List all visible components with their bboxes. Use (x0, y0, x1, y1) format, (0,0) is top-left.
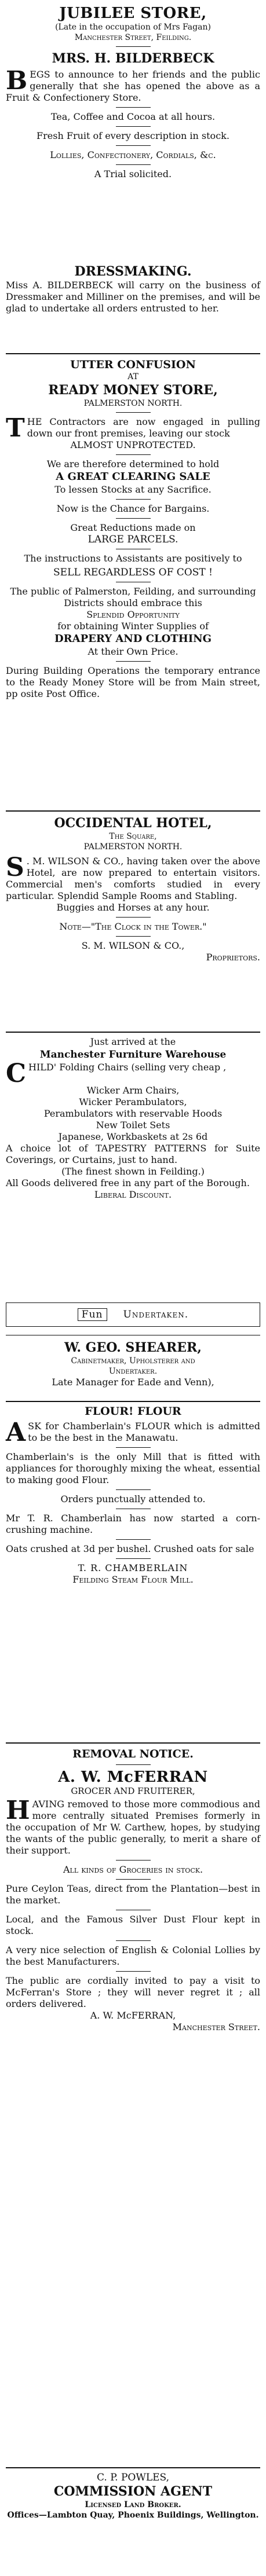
drop-cap: B (6, 66, 28, 96)
utter-body4: Great Reductions made on (70, 522, 196, 533)
occidental-title: OCCIDENTAL HOTEL, (54, 816, 212, 831)
shearer-sub1: Cabinetmaker, Upholsterer and (71, 1356, 195, 1366)
utter-sale: A GREAT CLEARING SALE (56, 471, 210, 483)
utter-title: UTTER CONFUSION (70, 358, 196, 371)
flour-body5: Oats crushed at 3d per bushel. Crushed oats for sale (6, 1543, 254, 1554)
flour-title: FLOUR! FLOUR (85, 1405, 181, 1418)
powles-ad (6, 2472, 260, 2520)
jubilee-line2: Fresh Fruit of every description in stock. (37, 130, 229, 141)
furniture-title: Manchester Furniture Warehouse (39, 1049, 227, 1061)
occidental-note: Note—"The Clock in the Tower." (59, 921, 207, 932)
dressmaking-title: DRESSMAKING. (74, 264, 192, 279)
occidental-sign2: Proprietors. (206, 952, 260, 963)
powles-name: C. P. POWLES, (96, 2472, 169, 2483)
occidental-sign: S. M. WILSON & CO., (81, 940, 185, 951)
divider (116, 46, 151, 47)
jubilee-store-ad (6, 5, 260, 180)
divider (116, 145, 151, 146)
jubilee-body: BEGS to announce to her friends and the public generally that she has opened the above as a Fruit & Confectionery Store. (6, 66, 260, 103)
utter-body2: We are therefore determined to hold (46, 458, 220, 469)
furniture-l9: Liberal Discount. (94, 1189, 172, 1200)
removal-name: A. W. McFERRAN (58, 1768, 208, 1786)
utter-body6: The public of Palmerston, Feilding, and surrounding Districts should embrace this (10, 586, 256, 608)
column-rule (6, 810, 260, 812)
occidental-sub: The Square, (109, 832, 157, 841)
jubilee-line1: Tea, Coffee and Cocoa at all hours. (50, 111, 216, 122)
jubilee-owner: MRS. H. BILDERBECK (52, 51, 214, 66)
flour-body3: Orders punctually attended to. (60, 1494, 206, 1504)
occidental-town: PALMERSTON NORTH. (83, 842, 183, 852)
jubilee-line3: Lollies, Confectionery, Cordials, &c. (50, 149, 216, 160)
utter-chance: Now is the Chance for Bargains. (56, 503, 210, 514)
utter-splendid: Splendid Opportunity (86, 609, 180, 620)
divider (116, 518, 151, 519)
utter-drapery: DRAPERY AND CLOTHING (54, 633, 212, 645)
occidental-hotel-ad (6, 815, 260, 963)
drop-cap: T (6, 413, 25, 443)
funeral-b: Undertaken. (123, 1309, 189, 1320)
shearer-ad (6, 1340, 260, 1388)
powles-sub1: Licensed Land Broker. (85, 2500, 181, 2509)
divider (116, 107, 151, 108)
furniture-warehouse-ad (6, 1036, 260, 1201)
utter-regardless: SELL REGARDLESS OF COST ! (53, 567, 213, 578)
utter-store: READY MONEY STORE, (48, 383, 218, 398)
mcferran-ad (6, 1747, 260, 2033)
occidental-body: S . M. WILSON & CO., having taken over the above Hotel, are now prepared to entertain visitors. Commercial men's comforts studied in every particular. Splendid Sample Rooms and Stabling. (6, 853, 260, 901)
furniture-l4: New Toilet Sets (96, 1120, 170, 1131)
divider (116, 1558, 151, 1559)
column-rule (6, 353, 260, 354)
removal-body2: All kinds of Groceries in stock. (63, 1864, 203, 1875)
funeral-box (6, 1302, 260, 1327)
utter-body1: THE Contractors are now engaged in pulling down our front premises, leaving our stock (6, 413, 260, 443)
flour-sign2: Feilding Steam Flour Mill. (72, 1574, 194, 1585)
flour-body1: ASK for Chamberlain's FLOUR which is admitted to be the best in the Manawatu. (6, 1418, 260, 1447)
occidental-buggies: Buggies and Horses at any hour. (56, 902, 210, 913)
powles-sub2: Offices—Lambton Quay, Phoenix Buildings, Wellington. (7, 2511, 259, 2520)
column-rule (6, 1742, 260, 1744)
furniture-l2: Wicker Perambulators, (79, 1096, 187, 1107)
drop-cap: A (6, 1418, 26, 1447)
divider (116, 1940, 151, 1941)
utter-body7: for obtaining Winter Supplies of (57, 621, 209, 632)
flour-sign: T. R. CHAMBERLAIN (78, 1562, 188, 1573)
jubilee-title: JUBILEE STORE, (59, 5, 207, 22)
ready-money-store-ad (6, 358, 260, 700)
flour-body4: Mr T. R. Chamberlain has now started a corn-crushing machine. (6, 1513, 260, 1535)
utter-body5: The instructions to Assistants are positively to (24, 553, 242, 564)
divider (116, 1447, 151, 1448)
divider (116, 1489, 151, 1490)
utter-unprotected: ALMOST UNPROTECTED. (70, 439, 196, 450)
furniture-l3: Perambulators with reservable Hoods (43, 1108, 223, 1119)
shearer-title: W. GEO. SHEARER, (64, 1340, 202, 1355)
removal-body6: The public are cordially invited to pay a visit to McFerran's Store ; they will never regret it ; all orders delivered. (6, 1975, 260, 2009)
drop-cap: C (6, 1059, 27, 1088)
dressmaking-ad (6, 263, 260, 314)
furniture-l6: A choice lot of TAPESTRY PATTERNS for Suite Coverings, or Curtains, just to hand. (6, 1143, 260, 1165)
jubilee-line4: A Trial solicited. (94, 168, 172, 179)
furniture-pre: Just arrived at the (90, 1036, 176, 1047)
removal-trade: GROCER AND FRUITERER, (71, 1786, 195, 1796)
divider (116, 1764, 151, 1765)
divider (116, 499, 151, 500)
furniture-l5: Japanese, Workbaskets at 2s 6d (58, 1131, 208, 1142)
jubilee-sub2: Manchester Street, Feilding. (74, 33, 192, 42)
divider (116, 936, 151, 937)
shearer-sub2: Undertaker. (108, 1367, 158, 1376)
column-rule (6, 2467, 260, 2468)
divider (116, 661, 151, 662)
divider (116, 1860, 151, 1861)
removal-title: REMOVAL NOTICE. (72, 1748, 194, 1760)
divider (116, 412, 151, 413)
jubilee-sub1: (Late in the occupation of Mrs Fagan) (55, 23, 211, 32)
utter-body8: During Building Operations the temporary entrance to the Ready Money Store will be from Main street, pp osite Post Office. (6, 665, 260, 699)
divider (116, 164, 151, 165)
furniture-l7: (The finest shown in Feilding.) (61, 1166, 205, 1177)
removal-sign: A. W. McFERRAN, (90, 2010, 176, 2021)
furniture-l1: Wicker Arm Chairs, (86, 1085, 180, 1096)
divider (116, 126, 151, 127)
removal-body1: HAVING removed to those more commodious and more centrally situated Premises formerly in the occupation of Mr W. Carthew, hopes, by studying the wants of the public generally, to merit a share of their support. (6, 1796, 260, 1856)
funeral-notice (6, 1302, 260, 1327)
divider (116, 1539, 151, 1540)
drop-cap: H (6, 1796, 30, 1825)
furniture-l8: All Goods delivered free in any part of the Borough. (6, 1177, 250, 1188)
funeral-a: Fun (78, 1308, 107, 1321)
dressmaking-body: Miss A. BILDERBECK will carry on the business of Dressmaker and Milliner on the premises, and will be glad to undertake all orders entrusted to her. (6, 280, 260, 314)
utter-parcels: LARGE PARCELS. (88, 534, 178, 545)
powles-title: COMMISSION AGENT (53, 2484, 213, 2499)
column-rule (6, 1401, 260, 1402)
column-rule (6, 1032, 260, 1033)
removal-body3: Pure Ceylon Teas, direct from the Plantation—best in the market. (6, 1883, 260, 1906)
shearer-sub3: Late Manager for Eade and Venn), (52, 1377, 214, 1388)
flour-ad (6, 1404, 260, 1586)
furniture-body: CHILD' Folding Chairs (selling very cheap , (6, 1059, 227, 1088)
flour-body2: Chamberlain's is the only Mill that is fitted with appliances for thoroughly mixing the wheat, essential to making good Flour. (6, 1451, 260, 1485)
drop-cap: S (6, 853, 24, 882)
removal-sign2: Manchester Street. (172, 2021, 260, 2032)
utter-body3: To lessen Stocks at any Sacrifice. (54, 484, 212, 495)
removal-body5: A very nice selection of English & Colonial Lollies by the best Manufacturers. (6, 1944, 260, 1967)
utter-own: At their Own Price. (88, 646, 178, 657)
divider (116, 1879, 151, 1880)
divider (116, 1971, 151, 1972)
divider (116, 454, 151, 455)
utter-at: AT (127, 372, 139, 381)
divider (116, 917, 151, 918)
utter-town: PALMERSTON NORTH. (83, 399, 183, 408)
removal-body4: Local, and the Famous Silver Dust Flour kept in stock. (6, 1914, 260, 1936)
